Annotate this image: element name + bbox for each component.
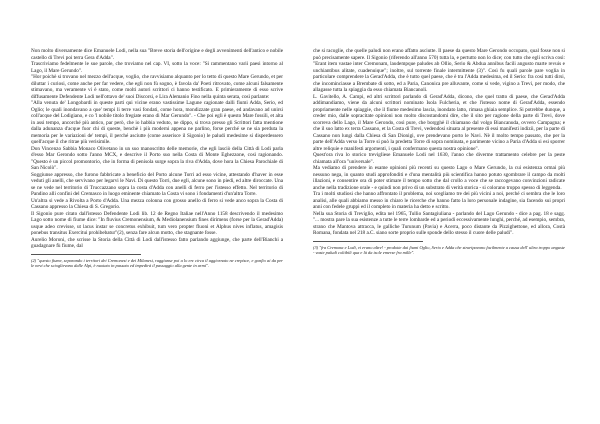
right-page <box>300 0 600 424</box>
paragraph: Tra i molti studiosi che hanno affrontato il problema, noi scegliamo tre dei più vicini a noi, perché ci sembra che le loro analisi, alle quali abbiamo messo in chiaro le ricerche che hanno fatto la loro personale indagine, sia facendo sui propri anni con fedele gruppi ed il completo in materia ha detto e scritto. <box>313 191 565 210</box>
paragraph: Don Vincenzo Sabbia Monaco Olivetano in un suo manoscritto delle memorie, che egli lasciò della Città di Lodi parla d'esso Mar Gerondo sotto l'anno MCX, e descrive il Porto suo nella Costa di Monte Eghezzone, così ragionando. "Questo è un piccol promontorio, che in forma di penisola surge sopra la riva d'Adda, dove hora la Chiesa Parochiale di San Nicolò". <box>31 145 283 171</box>
footnote-rule <box>313 241 423 242</box>
footnote: (3) "fra Cremona e Lodi, vi erano altre! - prodotte dai fiumi Oglio, Serio e Adda che straripavano facilmente a causa dell' ultra troppo anguste - vaste paludi coltibili qua e là da isole emerse fra mille". <box>313 244 565 256</box>
paragraph: Il Sigonio pure citato dall'istesso Defendente Lodi lib. 12 de Regno Italiae nell'Anno 1158 descrivendo il medesimo Lago sotto nome di fiume dice: "In fluvius Cremonensium, & Mediolanensium fines dirimens (forse per la Gerad'Adda) usque adeo crevisse, ut lacus instar se concretus exhibuit, tum vero propter fluoni et Alphus nives inflatus, amagisis ponebus transitus Exercitui prohibebatur"(2), senza fare alcun motto, che stagnante fosse. <box>31 210 283 236</box>
footnote: (2) "questo fiume, separando i territori dei Cremonesi e dei Milanesi, raggiunse poi a lo erc circa il aggiornato ne crepisce, e gonfio ai da per le nevi che scioglievano dalle Alpi, è nuotato in passato ed impedirà il passaggio alla gente in armi". <box>31 257 283 269</box>
paragraph: "Hor poichè si trovano nel mezzo dell'acque, voglio, che ravvisiamo alquanto per lo tetto di questo Mare Gerundo, et per diluttar i curiosi, come anche per far vedere, che egli non fù sogno, è favola da' Poeti ritrovato, come alcuni falsamente stimavano, ma veramente vi è stato, come molti autori scrittori ci hanno testificato. E primieramente di esso scrive diffusamente Defendente Lodi nell'ottavo de' suoi Discorsi, e Lira Alemanio Fino nella quinta serata, così parlante: <box>31 74 283 100</box>
paragraph: Nella sua Storia di Treviglio, edita nel 1965, Tullio Santagiuliana - parlando del Lago Gerundo - dice a pag. 18 e sagg. "... mostra pare la sua esistenze a tutte le terre lombarde ed a periodi eccessivamente lunghi, perché, ad esempio, sembra, strano che Mantova attracca, le galliche Turunum (Pavia) e Acerra, poco distante da Pizzighettone, ed allora, Costà Romana, fondata nel 218 a.C. siano sorte proprio sulle sponde dello stesso il cuore delle paludi". <box>313 210 565 236</box>
paragraph: L. Gavitello, A. Campi, ed altri scrittori parlando di Gerad'Adda, dicono, che quel tratto di paese, che Gerad'Adda addimandiamo, viene da alcuni scrittori nominato Isola Fulcheria, et che l'istesso nome di Gerad'Adda, essendo propriamente nelle spiaggie, che il fiume medesimo lascia, inondato latto, rimasa ghiaia semplice. Si potrebbe dunque, a creder mio, dalle sopracitate opinioni non molto discostandomi dire, che il sito per ragione della parte di Trevi, dove scorreva dello Lago, il Mare Gerondo, così pure, che borgghè il chiamano dal volgo Biancanuda, ovvero Campagna; e che il suo latto ex terra Cassano, et la Costa di Trevi, vedendosi situata al presente di essi manifesti indizii, per la parte di Cassano non lungi dalla Chiesa di San Dionigi, ove prendevano porto le Navi. Nè il molto tempo passato, che per la parte dell'Adda verso la Torre si può la predetta Torre di sopra nominata, e parimente vicino a Paria d'Adda si esi sporrer altre reliquie e manifesti argomenti, i quali confermano questa nostra opinione". <box>313 93 565 152</box>
right-text-column <box>313 48 565 256</box>
footnote-rule <box>31 254 141 255</box>
paragraph: Soggiunse appresso, che furono fabbricate a beneficio del Porto alcune Torri ad esso vicine, attestando d'haver in esse veduti gli anelli, che servivano per legarvi le Navi. Di questo Torri, due egli, alcune sono in piedi, ed altre diroccate. Una se ne vede nel territorio di Truccazzano sopra la costa d'Adda con anelli di ferro per l'istesso effetto. Nel territorio di Pandino alli confini del Cremasco in luogo eminente chiamato la Costa vi sono i fondamenti d'un'altra Torre. <box>31 171 283 197</box>
paragraph: Aurelio Moroni, che scrisse la Storia della Città di Lodi dall'istesso fatto parlando aggiunge, che parte dell'Bianchi a guadagnare fù fiume, dal <box>31 236 283 249</box>
left-text-column <box>31 48 283 269</box>
paragraph: Ma vediamo di prendere in esame opinioni più recenti su questo Lago o Mare Gerundo, la cui esistenza ormai più nessuno nega, in quanto studi approfonditi e d'una mentalità più scientifica hanno potuto sgombrare il campo da molti illazioni, e consentire ora di poter stimare il tempo sotto che dal crollo a voce che se raccogevano convinzioni radicate anche nella tradizione orale - e quindi non privo di un substrato di verità storica - si colorano troppo spesso di leggenda. <box>313 165 565 191</box>
paragraph: Trascriviamo fedelmente le sue parole, che troviamo nel cap. VI, sotto la voce: "Si rammentano varii paesi intorno al Lago, il Mare Gerundo". <box>31 61 283 74</box>
paragraph: Quest'ora riva lo storico trevigliese Emanuele Lodi nel 1630, l'anno che diverme trattamento celebre per la peste chiamata all'ora "universale". <box>313 152 565 165</box>
paragraph: che si racoglie, che quelle paludi non erano affatto asciutte. Il paese da questo Mare Gerondo occupato, qual fosse non si può precisamente sapere. Il Sigonio (riferendo all'anno 570) tutta la, e pertutto non lo dice; con tutto che egli scriva così: "Erant item vastae inter Cremonam, laudempque paludes ab Ollio, Serio & Abdua annibus facili angusto marte revuis e unchiantibus alitate, cuadenuique"; inoltre, sul torrente finale intermittente (3)". Così fu quali parole pare voglia in particolare comprendere la Gerad'Adda, che è tutto quel paese, che è tra l'Adda medesima, ed il Serio: fra così tutti dirsi, che incominciasse a Brembate di sotto, ed a Paria, Canonica pre alluvante, come si vede, vigino a Trevi, per modo, che allagasse tutta la spiaggia da esso chiamata Biancanoli. <box>313 48 565 93</box>
paragraph: "Alla venuta de' Longobardi in queste parti qui vicine erano vastissime Lagune cagionate dalli fiumi Adda, Serio, ed Oglio; le quali inondavano a que' tempi li terre vasi fondati, come hora, mondizzate gran paese, ed andavano ad unirsi coll'acque del Lodigiano, e co 'l nobile titolo fregiate erano di Mar Gerundo". - Che poi egli è questo Mare fossili, et alta in assi tempo, ancorché più antico, par però, che io habbia veduto, ne dippo, si trova presso gli Scrittori fatta mentione dalla adunanza d'acque fuor chi di queste, benchè i più moderni appena ne parlino, forse perché se ne sia perduta la memoria per le variazioni de' tempi, il perché asciutte (come asserisce il Sigonio) le paludi medesime si disperdessero quell'acque il che ritrae più verisimile. <box>31 100 283 145</box>
paragraph: Un'altra si vede a Rivolta a Porto d'Adda. Una mezza colonna con grosso anello di ferro si vede anco sopra la Costa di Cassano appresso la Chiesa di S. Gregorio. <box>31 197 283 210</box>
paragraph: Non molto diversamente dice Emanuele Lodi, nella sua "Breve storia dell'origine e degli avvenimenti dell'antico e nobile castello di Trevi poi terra Gera d'Adda". <box>31 48 283 61</box>
